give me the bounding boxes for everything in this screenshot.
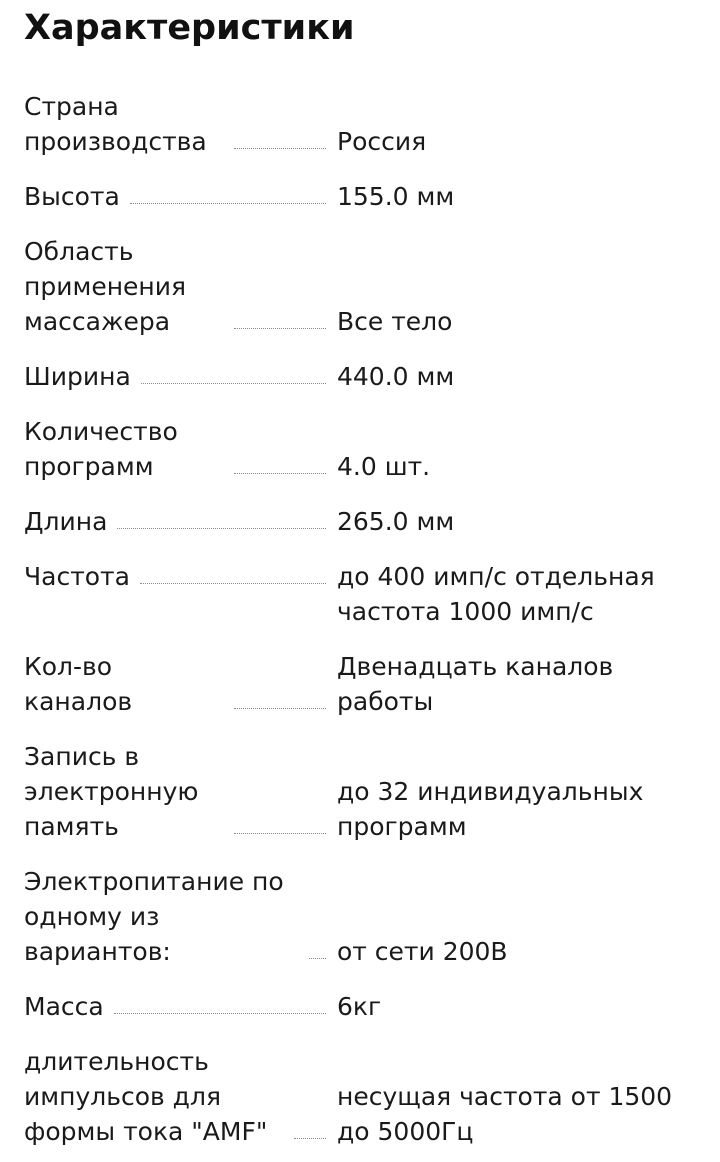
spec-row (24, 414, 696, 484)
spec-value: до 400 имп/с отдельная частота 1000 имп/с (337, 562, 655, 626)
spec-row (24, 504, 696, 539)
spec-row (24, 739, 696, 844)
spec-name-cell (24, 179, 326, 214)
spec-row (24, 559, 696, 629)
spec-name-cell (24, 89, 326, 159)
spec-name: Частота (24, 562, 130, 591)
spec-row (24, 989, 696, 1024)
spec-row (24, 864, 696, 969)
dotted-leader (114, 1012, 326, 1014)
spec-name-cell (24, 414, 326, 484)
spec-value: Россия (337, 127, 427, 156)
spec-value: 4.0 шт. (337, 452, 431, 481)
spec-name: Область применения массажера (24, 237, 187, 336)
spec-row (24, 234, 696, 339)
dotted-leader (234, 147, 326, 149)
spec-name-cell (24, 559, 326, 594)
spec-name-cell (24, 649, 326, 719)
spec-row (24, 89, 696, 159)
spec-value: до 32 индивидуальных программ (337, 777, 644, 841)
spec-name: Электропитание по одному из вариантов: (24, 867, 284, 966)
spec-value: 6кг (337, 992, 382, 1021)
spec-name-cell (24, 504, 326, 539)
dotted-leader (141, 382, 326, 384)
spec-name-cell (24, 739, 326, 844)
spec-name: Длина (24, 507, 108, 536)
spec-value: несущая частота от 1500 до 5000Гц (337, 1082, 673, 1146)
dotted-leader (294, 1137, 326, 1139)
spec-value: 440.0 мм (337, 362, 455, 391)
spec-value: Двенадцать каналов работы (337, 652, 614, 716)
dotted-leader (234, 327, 326, 329)
dotted-leader (234, 832, 326, 834)
spec-name-cell (24, 864, 326, 969)
spec-value: 265.0 мм (337, 507, 455, 536)
spec-row (24, 179, 696, 214)
characteristics-section (24, 0, 696, 1149)
spec-name: Масса (24, 992, 104, 1021)
dotted-leader (130, 202, 326, 204)
dotted-leader (140, 582, 326, 584)
spec-list (24, 89, 696, 1149)
spec-value: 155.0 мм (337, 182, 455, 211)
spec-name: Запись в электронную память (24, 742, 199, 841)
spec-row (24, 359, 696, 394)
dotted-leader (309, 957, 326, 959)
spec-name: Количество программ (24, 417, 178, 481)
spec-name: Ширина (24, 362, 131, 391)
spec-name-cell (24, 1044, 326, 1149)
dotted-leader (234, 707, 326, 709)
spec-value: от сети 200В (337, 937, 508, 966)
spec-name-cell (24, 359, 326, 394)
spec-name: Высота (24, 182, 120, 211)
spec-value: Все тело (337, 307, 453, 336)
section-title: Характеристики (24, 8, 355, 48)
spec-name: Кол-во каналов (24, 652, 133, 716)
dotted-leader (234, 472, 326, 474)
spec-row (24, 1044, 696, 1149)
spec-row (24, 649, 696, 719)
spec-name-cell (24, 989, 326, 1024)
dotted-leader (117, 527, 326, 529)
spec-name-cell (24, 234, 326, 339)
spec-name: Страна производства (24, 92, 207, 156)
spec-name: длительность импульсов для формы тока "AMF" (24, 1047, 268, 1146)
